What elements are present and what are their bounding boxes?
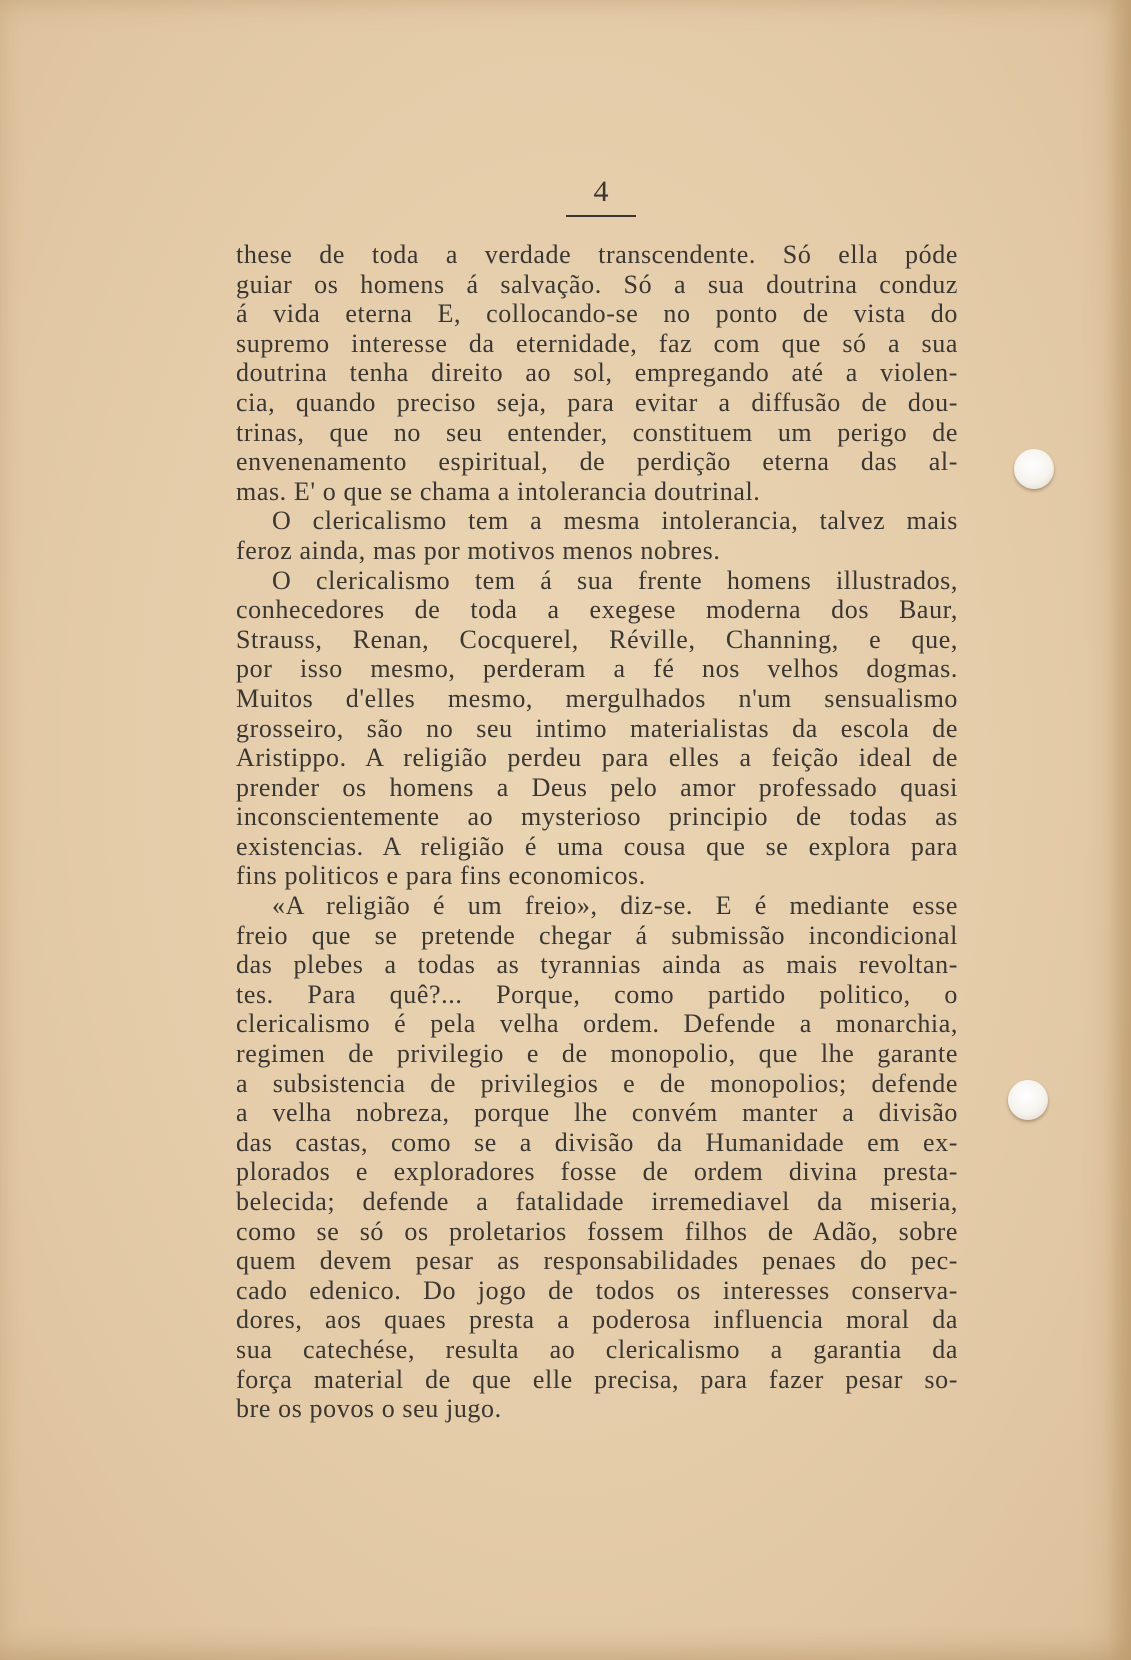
text-line: envenenamento espiritual, de perdição eterna das al-	[236, 447, 958, 477]
text-line: tes. Para quê?... Porque, como partido politico, o	[236, 979, 958, 1009]
text-line: como se só os proletarios fossem filhos de Adão, sobre	[236, 1216, 958, 1246]
punch-hole-bottom	[1008, 1080, 1048, 1120]
text-line: dores, aos quaes presta a poderosa influencia moral da	[236, 1305, 958, 1335]
text-line: prender os homens a Deus pelo amor professado quasi	[236, 772, 958, 802]
text-line: Aristippo. A religião perdeu para elles a feição ideal de	[236, 743, 958, 773]
text-line: das castas, como se a divisão da Humanidade em ex-	[236, 1127, 958, 1157]
text-line: grosseiro, são no seu intimo materialistas da escola de	[236, 713, 958, 743]
body-text	[236, 240, 958, 1424]
page-edge	[1109, 0, 1131, 1660]
text-line: cado edenico. Do jogo de todos os interesses conserva-	[236, 1275, 958, 1305]
text-line: «A religião é um freio», diz-se. E é mediante esse	[272, 891, 958, 921]
text-line: bre os povos o seu jugo.	[236, 1394, 502, 1424]
text-line: a subsistencia de privilegios e de monopolios; defende	[236, 1068, 958, 1098]
text-line: guiar os homens á salvação. Só a sua doutrina conduz	[236, 269, 958, 299]
text-line: supremo interesse da eternidade, faz com que só a sua	[236, 328, 958, 358]
page-number: 4	[566, 175, 636, 217]
text-line: sua catechése, resulta ao clericalismo a garantia da	[236, 1334, 958, 1364]
text-line: conhecedores de toda a exegese moderna dos Baur,	[236, 595, 958, 625]
text-line: regimen de privilegio e de monopolio, que lhe garante	[236, 1039, 958, 1069]
text-line: fins politicos e para fins economicos.	[236, 861, 646, 891]
text-line: Strauss, Renan, Cocquerel, Réville, Channing, e que,	[236, 624, 958, 654]
text-line: mas. E' o que se chama a intolerancia doutrinal.	[236, 476, 761, 506]
text-line: inconscientemente ao mysterioso principio de todas as	[236, 802, 958, 832]
text-line: O clericalismo tem á sua frente homens illustrados,	[272, 565, 958, 595]
text-line: these de toda a verdade transcendente. Só ella póde	[236, 240, 958, 269]
text-line: das plebes a todas as tyrannias ainda as mais revoltan-	[236, 950, 958, 980]
text-line: á vida eterna E, collocando-se no ponto de vista do	[236, 299, 958, 329]
text-line: Muitos d'elles mesmo, mergulhados n'um sensualismo	[236, 683, 958, 713]
text-line: doutrina tenha direito ao sol, empregando até a violen-	[236, 358, 958, 388]
text-line: por isso mesmo, perderam a fé nos velhos dogmas.	[236, 654, 958, 684]
text-line: força material de que elle precisa, para fazer pesar so-	[236, 1364, 958, 1394]
punch-hole-top	[1014, 449, 1054, 489]
text-line: feroz ainda, mas por motivos menos nobres.	[236, 535, 721, 565]
text-line: freio que se pretende chegar á submissão incondicional	[236, 920, 958, 950]
text-line: quem devem pesar as responsabilidades penaes do pec-	[236, 1246, 958, 1276]
text-line: trinas, que no seu entender, constituem um perigo de	[236, 417, 958, 447]
text-line: belecida; defende a fatalidade irremediavel da miseria,	[236, 1187, 958, 1216]
text-line: O clericalismo tem a mesma intolerancia, talvez mais	[272, 506, 958, 536]
text-line: cia, quando preciso seja, para evitar a diffusão de dou-	[236, 387, 958, 417]
text-line: a velha nobreza, porque lhe convém manter a divisão	[236, 1098, 958, 1128]
text-line: plorados e exploradores fosse de ordem divina presta-	[236, 1157, 958, 1187]
text-line: existencias. A religião é uma cousa que se explora para	[236, 831, 958, 861]
text-line: clericalismo é pela velha ordem. Defende a monarchia,	[236, 1009, 958, 1039]
